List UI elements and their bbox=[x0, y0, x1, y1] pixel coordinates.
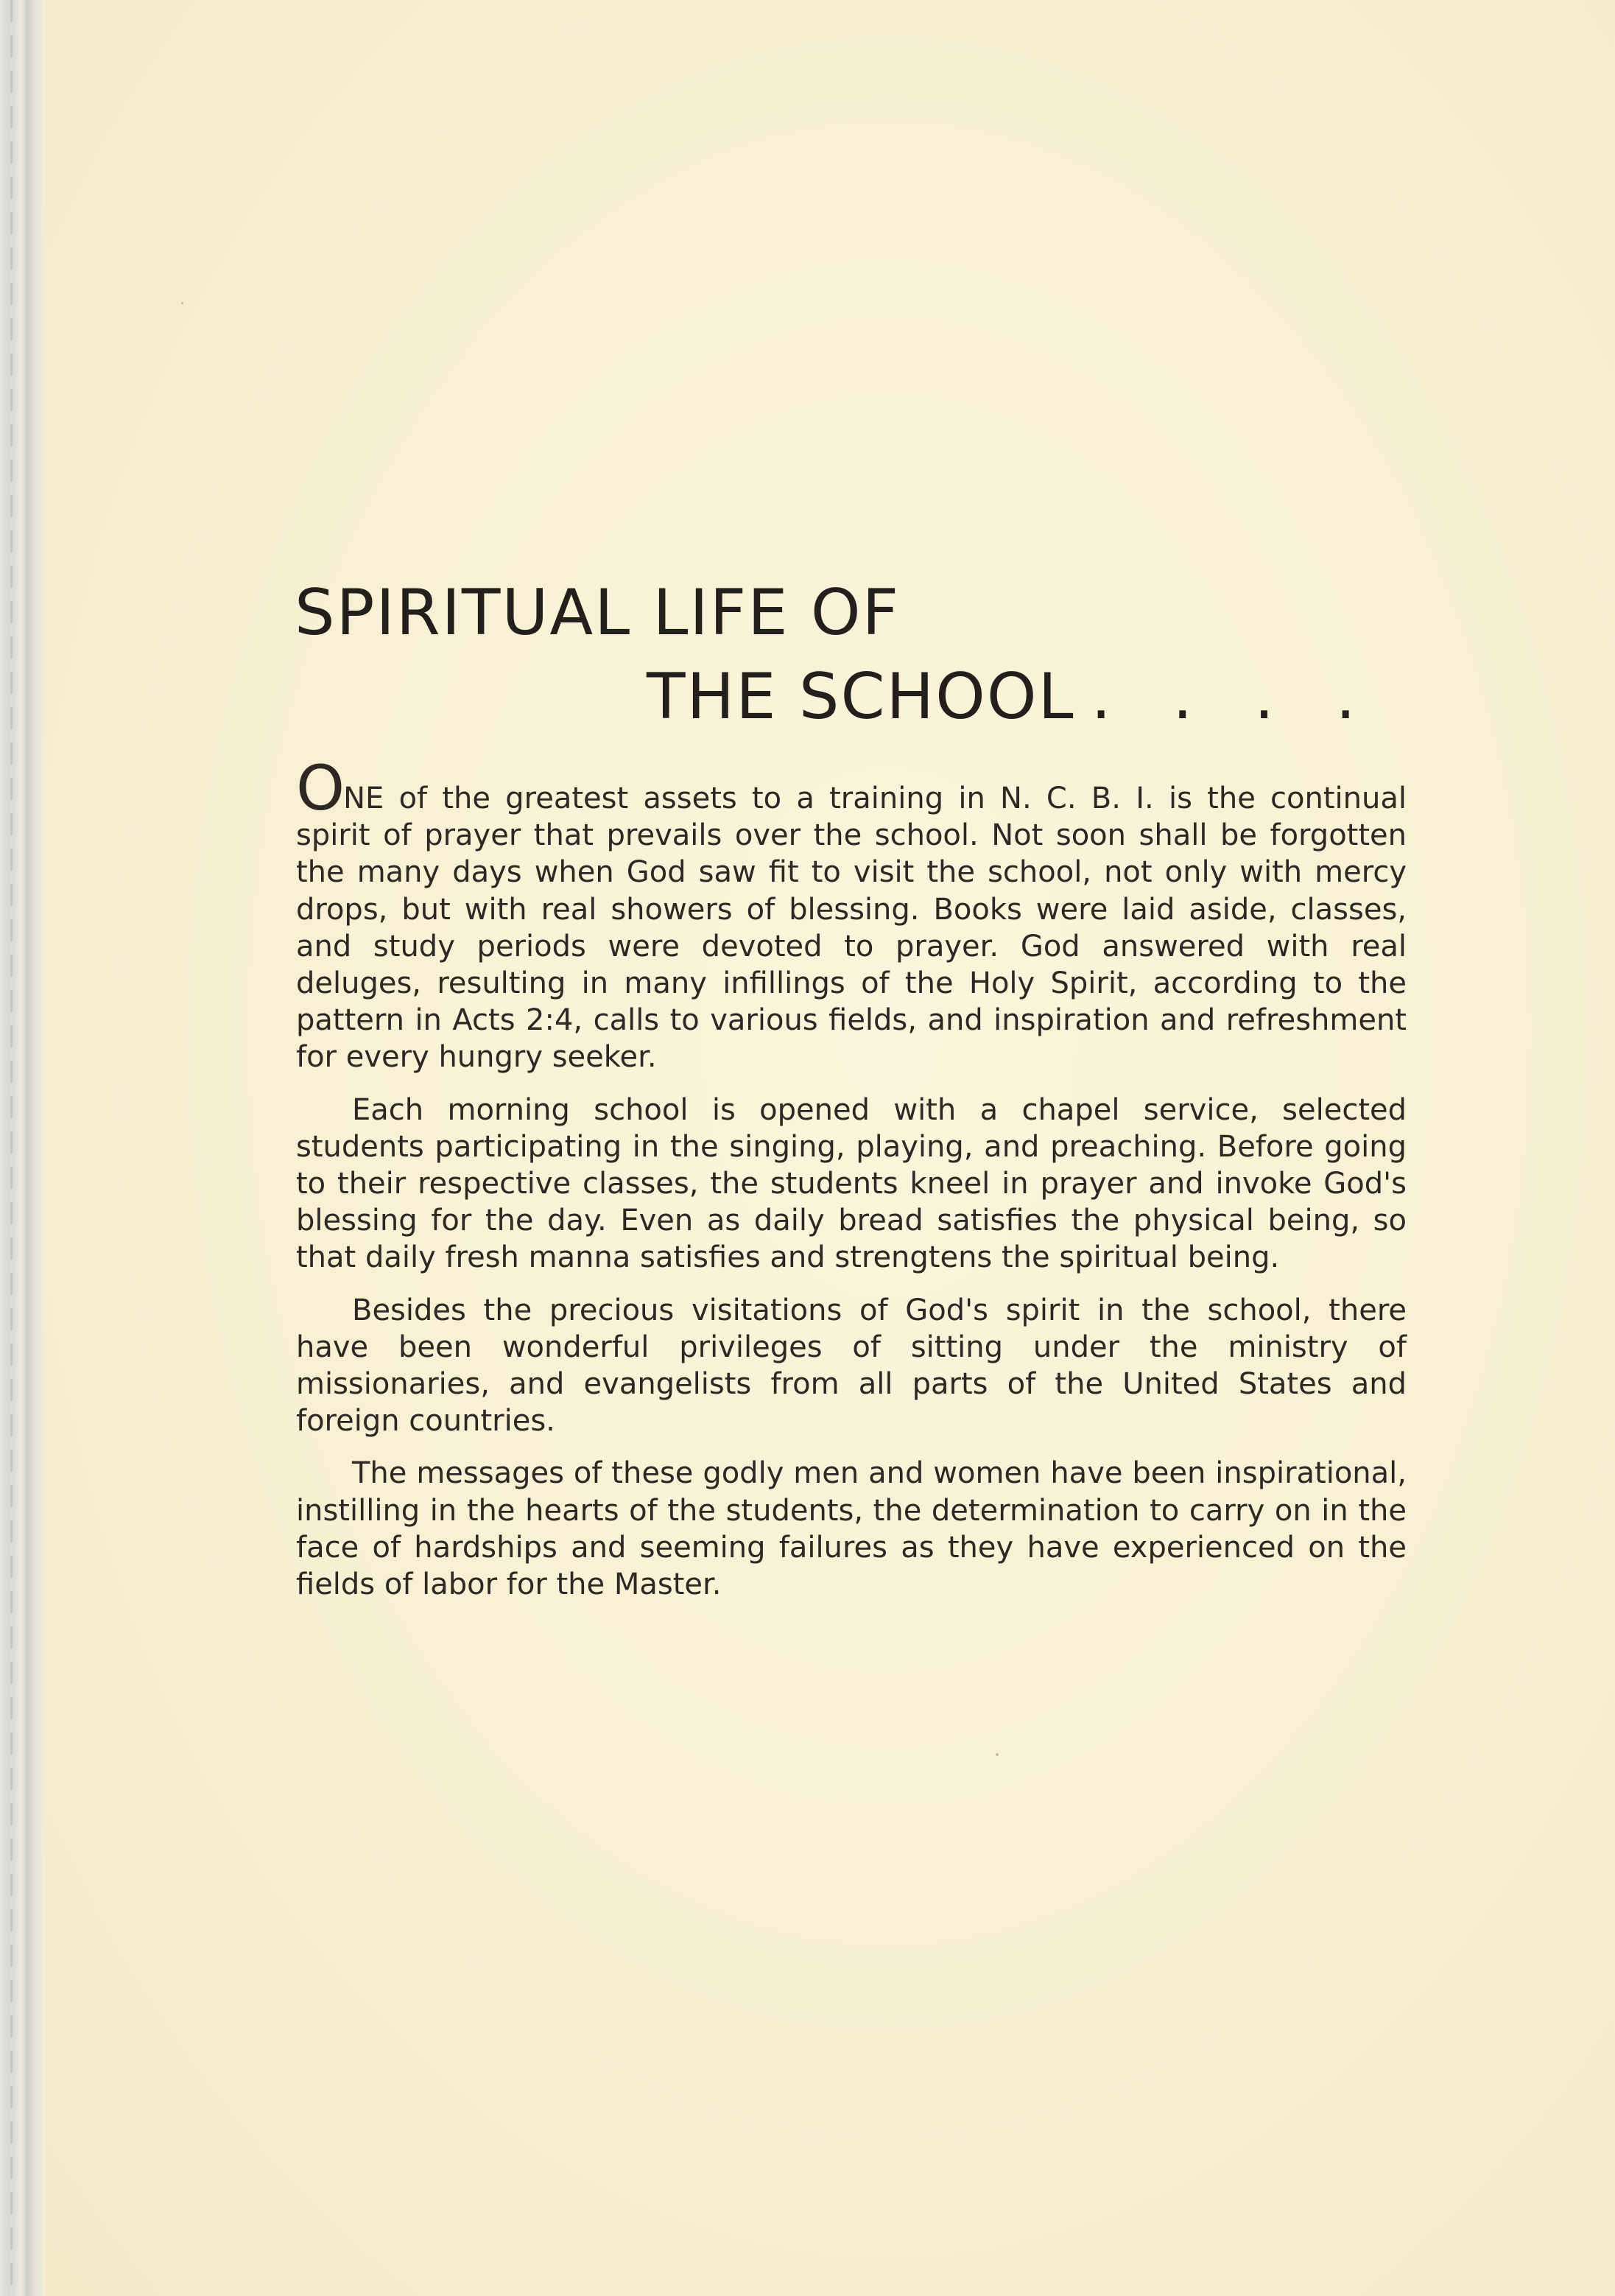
title-line-2 bbox=[295, 655, 1414, 739]
title-line-1: SPIRITUAL LIFE OF bbox=[295, 576, 901, 650]
paragraph-3: Besides the precious visitations of God's spirit in the school, there have been wonderful privileges of sitting under the ministry of missionaries, and evangelists from all parts of the United States and foreign countries. bbox=[296, 1293, 1407, 1439]
paper-speck bbox=[996, 1753, 999, 1756]
drop-cap: O bbox=[296, 752, 342, 824]
article-body bbox=[296, 752, 1407, 1618]
paragraph-4: The messages of these godly men and women have been inspirational, instilling in the hearts of the students, the determination to carry on in the face of hardships and seeming failures as they have experienced on the fields of labor for the Master. bbox=[296, 1456, 1407, 1602]
page-title bbox=[295, 571, 1414, 739]
binding-edge bbox=[0, 0, 46, 2296]
paragraph-1 bbox=[296, 752, 1407, 1076]
title-ellipsis: . . . . bbox=[1091, 660, 1376, 734]
paragraph-2: Each morning school is opened with a chapel service, selected students participating in the singing, playing, and preaching. Before going to their respective classes, the students kneel in prayer and invoke God's blessing for the day. Even as daily bread satisfies the physical being, so that daily fresh manna satisfies and strengtens the spiritual being. bbox=[296, 1092, 1407, 1275]
paper-speck bbox=[181, 302, 183, 304]
paragraph-1-text: NE of the greatest assets to a training in N. C. B. I. is the continual spirit of prayer that prevails over the school. Not soon shall be forgotten the many days when God saw fit to visit the school, not only with mercy drops, but with real showers of blessing. Books were laid aside, classes, and study periods were devoted to prayer. God answered with real deluges, resulting in many infillings of the Holy Spirit, according to the pattern in Acts 2:4, calls to various fields, and inspiration and refreshment for every hungry seeker. bbox=[296, 782, 1407, 1075]
title-line-2-text: THE SCHOOL bbox=[647, 660, 1075, 734]
